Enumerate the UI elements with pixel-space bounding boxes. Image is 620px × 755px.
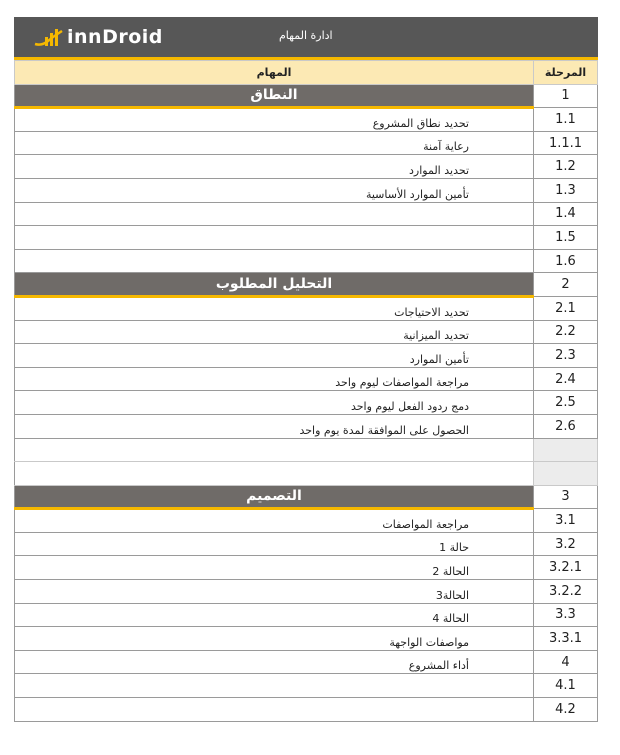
task-cell[interactable]: رعاية آمنة: [15, 131, 534, 155]
stage-cell[interactable]: 3.3: [534, 603, 598, 627]
stage-cell[interactable]: 4: [534, 650, 598, 674]
stage-cell[interactable]: 1.2: [534, 155, 598, 179]
stage-cell[interactable]: 1.1: [534, 108, 598, 132]
stage-cell[interactable]: 1.4: [534, 202, 598, 226]
logo: [34, 24, 163, 50]
section-title[interactable]: النطاق: [15, 84, 534, 108]
task-cell[interactable]: [15, 438, 534, 462]
stage-cell[interactable]: 3.2: [534, 532, 598, 556]
task-cell[interactable]: حالة 1: [15, 532, 534, 556]
task-row: [15, 344, 598, 368]
task-cell[interactable]: تحديد الاحتياجات: [15, 296, 534, 320]
stage-cell[interactable]: 2.4: [534, 367, 598, 391]
stage-cell[interactable]: 1.6: [534, 249, 598, 273]
stage-cell[interactable]: 2.2: [534, 320, 598, 344]
task-row: [15, 674, 598, 698]
task-cell[interactable]: مراجعة المواصفات ليوم واحد: [15, 367, 534, 391]
task-row: [15, 532, 598, 556]
task-row: [15, 698, 598, 722]
task-row: [15, 249, 598, 273]
task-cell[interactable]: [15, 202, 534, 226]
task-row: [15, 556, 598, 580]
section-row: [15, 485, 598, 509]
stage-cell[interactable]: 3.2.1: [534, 556, 598, 580]
sheet-header: [14, 17, 598, 60]
stage-cell[interactable]: 4.1: [534, 674, 598, 698]
stage-cell[interactable]: 3.2.2: [534, 580, 598, 604]
section-title[interactable]: التصميم: [15, 485, 534, 509]
tasks-column-header: المهام: [15, 61, 534, 85]
task-cell[interactable]: دمج ردود الفعل ليوم واحد: [15, 391, 534, 415]
task-row: [15, 178, 598, 202]
task-row: [15, 580, 598, 604]
task-cell[interactable]: مراجعة المواصفات: [15, 509, 534, 533]
task-cell[interactable]: الحالة 4: [15, 603, 534, 627]
blank-row: [15, 438, 598, 462]
stage-cell[interactable]: 2.1: [534, 296, 598, 320]
task-row: [15, 131, 598, 155]
logo-bars-icon: [34, 26, 64, 48]
section-row: [15, 84, 598, 108]
task-cell[interactable]: تأمين الموارد: [15, 344, 534, 368]
task-cell[interactable]: تحديد الموارد: [15, 155, 534, 179]
stage-cell[interactable]: 1.1.1: [534, 131, 598, 155]
stage-cell[interactable]: 1: [534, 84, 598, 108]
column-header-row: [15, 61, 598, 85]
stage-cell[interactable]: 2.6: [534, 414, 598, 438]
section-row: [15, 273, 598, 297]
task-cell[interactable]: الحصول على الموافقة لمدة يوم واحد: [15, 414, 534, 438]
task-cell[interactable]: مواصفات الواجهة: [15, 627, 534, 651]
stage-cell[interactable]: 2.5: [534, 391, 598, 415]
blank-row: [15, 462, 598, 486]
task-row: [15, 627, 598, 651]
task-row: [15, 650, 598, 674]
task-sheet: [14, 17, 598, 722]
task-row: [15, 155, 598, 179]
task-row: [15, 391, 598, 415]
task-row: [15, 509, 598, 533]
task-cell[interactable]: تحديد نطاق المشروع: [15, 108, 534, 132]
task-cell[interactable]: [15, 249, 534, 273]
stage-cell[interactable]: 3: [534, 485, 598, 509]
task-row: [15, 414, 598, 438]
task-row: [15, 202, 598, 226]
stage-cell[interactable]: 4.2: [534, 698, 598, 722]
section-title[interactable]: التحليل المطلوب: [15, 273, 534, 297]
stage-cell[interactable]: 1.5: [534, 226, 598, 250]
task-cell[interactable]: أداء المشروع: [15, 650, 534, 674]
stage-cell[interactable]: 2.3: [534, 344, 598, 368]
task-cell[interactable]: [15, 226, 534, 250]
task-cell[interactable]: الحالة 2: [15, 556, 534, 580]
task-cell[interactable]: تأمين الموارد الأساسية: [15, 178, 534, 202]
stage-cell[interactable]: [534, 462, 598, 486]
task-row: [15, 320, 598, 344]
task-cell[interactable]: الحالة3: [15, 580, 534, 604]
task-cell[interactable]: [15, 698, 534, 722]
task-cell[interactable]: تحديد الميزانية: [15, 320, 534, 344]
task-row: [15, 226, 598, 250]
task-row: [15, 367, 598, 391]
page-title: ادارة المهام: [279, 29, 333, 42]
stage-column-header: المرحلة: [534, 61, 598, 85]
task-row: [15, 108, 598, 132]
task-cell[interactable]: [15, 462, 534, 486]
stage-cell[interactable]: [534, 438, 598, 462]
logo-text: innDroid: [67, 26, 163, 48]
stage-cell[interactable]: 3.3.1: [534, 627, 598, 651]
stage-cell[interactable]: 3.1: [534, 509, 598, 533]
task-row: [15, 603, 598, 627]
task-row: [15, 296, 598, 320]
task-cell[interactable]: [15, 674, 534, 698]
stage-cell[interactable]: 2: [534, 273, 598, 297]
stage-cell[interactable]: 1.3: [534, 178, 598, 202]
tasks-table: [14, 60, 598, 722]
